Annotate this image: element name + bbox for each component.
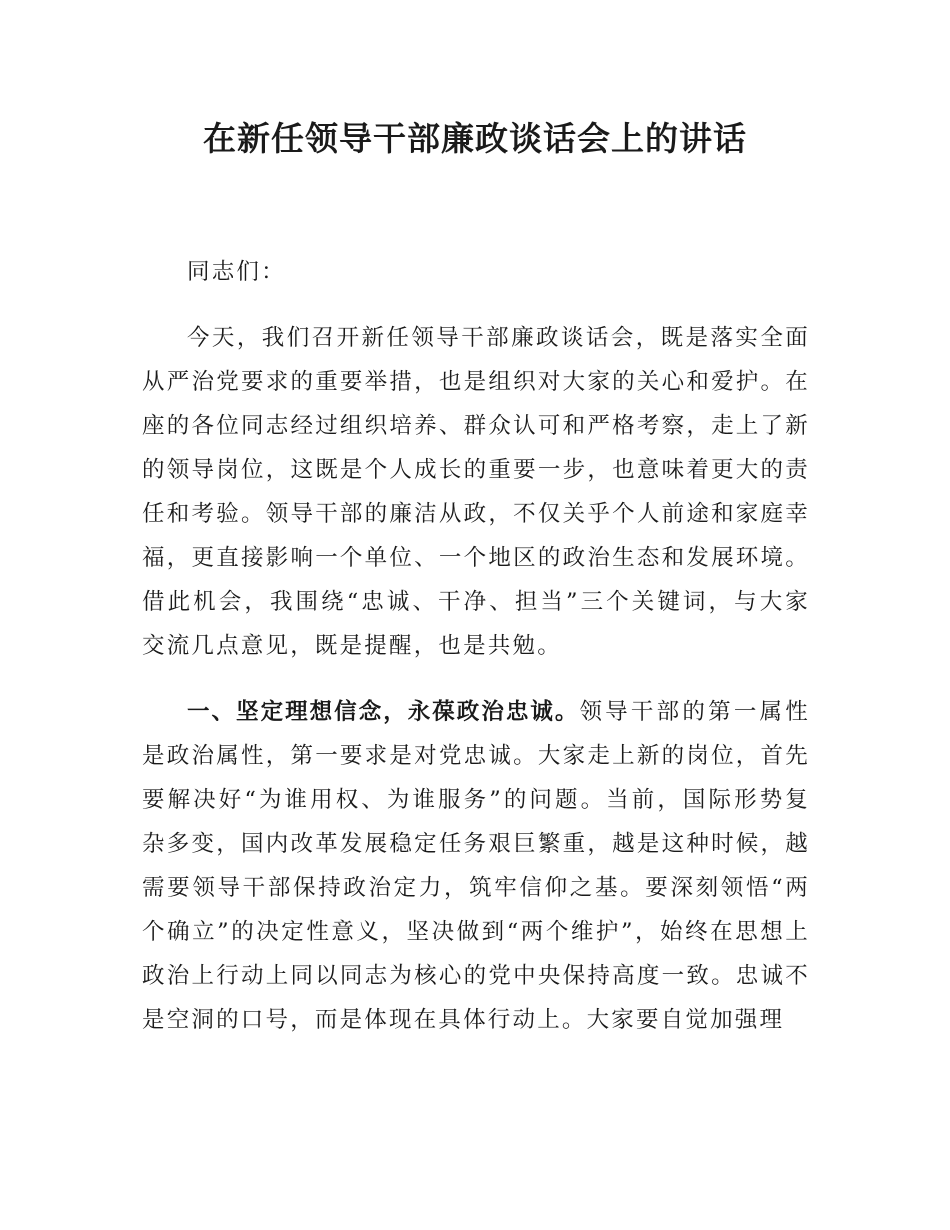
- document-title: 在新任领导干部廉政谈话会上的讲话: [203, 119, 747, 158]
- intro-paragraph: 今天，我们召开新任领导干部廉政谈话会，既是落实全面从严治党要求的重要举措，也是组织对大家的关心和爱护。在座的各位同志经过组织培养、群众认可和严格考察，走上了新的领导岗位，这既是个人成长的重要一步，也意味着更大的责任和考验。领导干部的廉洁从政，不仅关乎个人前途和家庭幸福，更直接影响一个单位、一个地区的政治生态和发展环境。借此机会，我围绕“忠诚、干净、担当”三个关键词，与大家交流几点意见，既是提醒，也是共勉。: [142, 325, 810, 659]
- salutation: 同志们：: [187, 259, 286, 285]
- section-1-paragraph: [142, 690, 810, 1042]
- section-1-heading: 一、坚定理想信念，永葆政治忠诚。: [187, 699, 580, 725]
- section-1-text: 领导干部的第一属性是政治属性，第一要求是对党忠诚。大家走上新的岗位，首先要解决好“为谁用权、为谁服务”的问题。当前，国际形势复杂多变，国内改革发展稳定任务艰巨繁重，越是这种时候，越需要领导干部保持政治定力，筑牢信仰之基。要深刻领悟“两个确立”的决定性意义，坚决做到“两个维护”，始终在思想上政治上行动上同以同志为核心的党中央保持高度一致。忠诚不是空洞的口号，而是体现在具体行动上。大家要自觉加强理: [142, 699, 810, 1033]
- document-body: [142, 250, 810, 1042]
